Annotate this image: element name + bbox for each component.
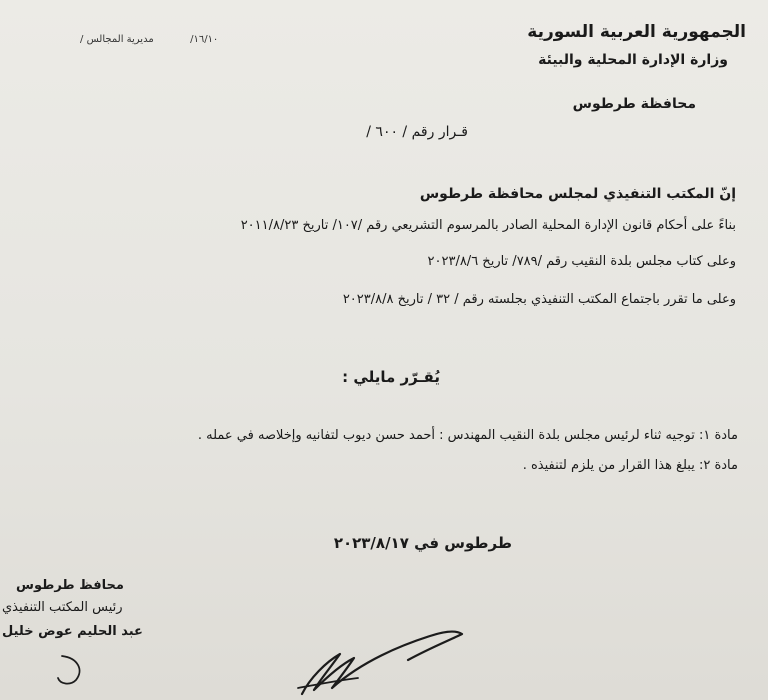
- ministry-heading: وزارة الإدارة المحلية والبيئة: [538, 52, 728, 68]
- signature-flourish: [52, 650, 92, 690]
- article-line: مادة ١: توجيه ثناء لرئيس مجلس بلدة النقيب المهندس : أحمد حسن ديوب لتفانيه وإخلاصه في عمله .: [197, 428, 738, 443]
- signature-role: رئيس المكتب التنفيذي: [2, 600, 123, 615]
- recital-line: وعلى ما تقرر باجتماع المكتب التنفيذي بجلسته رقم / ٣٢ / تاريخ ٢٠٢٣/٨/٨: [342, 292, 736, 307]
- handwritten-signature: [280, 618, 480, 700]
- decision-number: قـرار رقم / ٦٠٠ /: [366, 124, 468, 140]
- signature-name: عبد الحليم عوض خليل: [2, 624, 143, 639]
- place-date: طرطوس في ٢٠٢٣/٨/١٧: [333, 534, 512, 552]
- department-label: مديرية المجالس: [86, 34, 154, 45]
- recital-line: وعلى كتاب مجلس بلدة النقيب رقم /٧٨٩/ تاريخ ٢٠٢٣/٨/٦: [427, 254, 736, 269]
- governorate-heading: محافظة طرطوس: [572, 96, 696, 112]
- recital-line: بناءً على أحكام قانون الإدارة المحلية الصادر بالمرسوم التشريعي رقم /١٠٧/ تاريخ ٢٠١١/٨/٢٣: [240, 218, 736, 233]
- department-line: [80, 34, 218, 45]
- signature-title: محافظ طرطوس: [16, 578, 124, 593]
- decision-intro: إنّ المكتب التنفيذي لمجلس محافظة طرطوس: [419, 186, 736, 202]
- number-date: / ١٦/١٠/: [80, 34, 219, 45]
- country-heading: الجمهورية العربية السورية: [527, 22, 746, 42]
- article-line: مادة ٢: يبلغ هذا القرار من يلزم لتنفيذه .: [522, 458, 738, 473]
- decides-heading: يُقـرّر مايلي :: [342, 368, 440, 386]
